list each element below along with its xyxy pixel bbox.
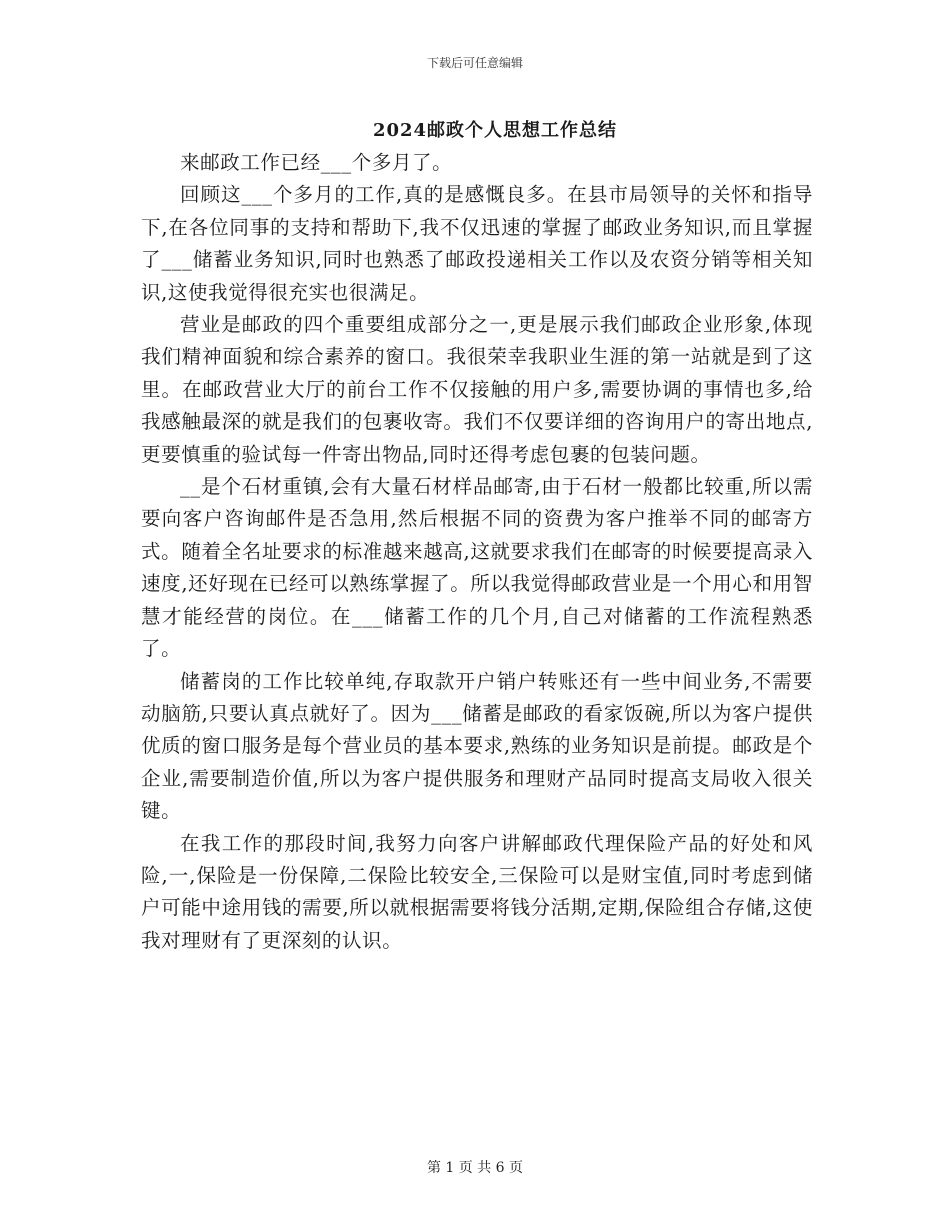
header-note: 下载后可任意编辑 — [426, 56, 523, 70]
paragraph-3: 营业是邮政的四个重要组成部分之一,更是展示我们邮政企业形象,体现我们精神面貌和综合素养的窗口。我很荣幸我职业生涯的第一站就是到了这里。在邮政营业大厅的前台工作不仅接触的用户多,需要协调的事情也多,给我感触最深的就是我们的包裹收寄。我们不仅要详细的咨询用户的寄出地点,更要慎重的验试每一件寄出物品,同时还得考虑包裹的包装问题。 — [141, 313, 813, 466]
page-number-footer: 第 1 页 共 6 页 — [426, 1160, 524, 1176]
paragraph-1: 来邮政工作已经___个多月了。 — [180, 151, 453, 174]
document-body — [141, 147, 813, 957]
paragraph-4: __是个石材重镇,会有大量石材样品邮寄,由于石材一般都比较重,所以需要向客户咨询邮件是否急用,然后根据不同的资费为客户推举不同的邮寄方式。随着全名址要求的标准越来越高,这就要求我们在邮寄的时候要提高录入速度,还好现在已经可以熟练掌握了。所以我觉得邮政营业是一个用心和用智慧才能经营的岗位。在___储蓄工作的几个月,自己对储蓄的工作流程熟悉了。 — [141, 475, 813, 661]
paragraph-5: 储蓄岗的工作比较单纯,存取款开户销户转账还有一些中间业务,不需要动脑筋,只要认真点就好了。因为___储蓄是邮政的看家饭碗,所以为客户提供优质的窗口服务是每个营业员的基本要求,熟练的业务知识是前提。邮政是个企业,需要制造价值,所以为客户提供服务和理财产品同时提高支局收入很关键。 — [141, 669, 813, 823]
document-title: 2024邮政个人思想工作总结 — [372, 120, 618, 141]
paragraph-6: 在我工作的那段时间,我努力向客户讲解邮政代理保险产品的好处和风险,一,保险是一份保障,二保险比较安全,三保险可以是财宝值,同时考虑到储户可能中途用钱的需要,所以就根据需要将钱分活期,定期,保险组合存储,这使我对理财有了更深刻的认识。 — [141, 831, 813, 952]
paragraph-2: 回顾这___个多月的工作,真的是感慨良多。在县市局领导的关怀和指导下,在各位同事的支持和帮助下,我不仅迅速的掌握了邮政业务知识,而且掌握了___储蓄业务知识,同时也熟悉了邮政投递相关工作以及农资分销等相关知识,这使我觉得很充实也很满足。 — [141, 183, 813, 304]
